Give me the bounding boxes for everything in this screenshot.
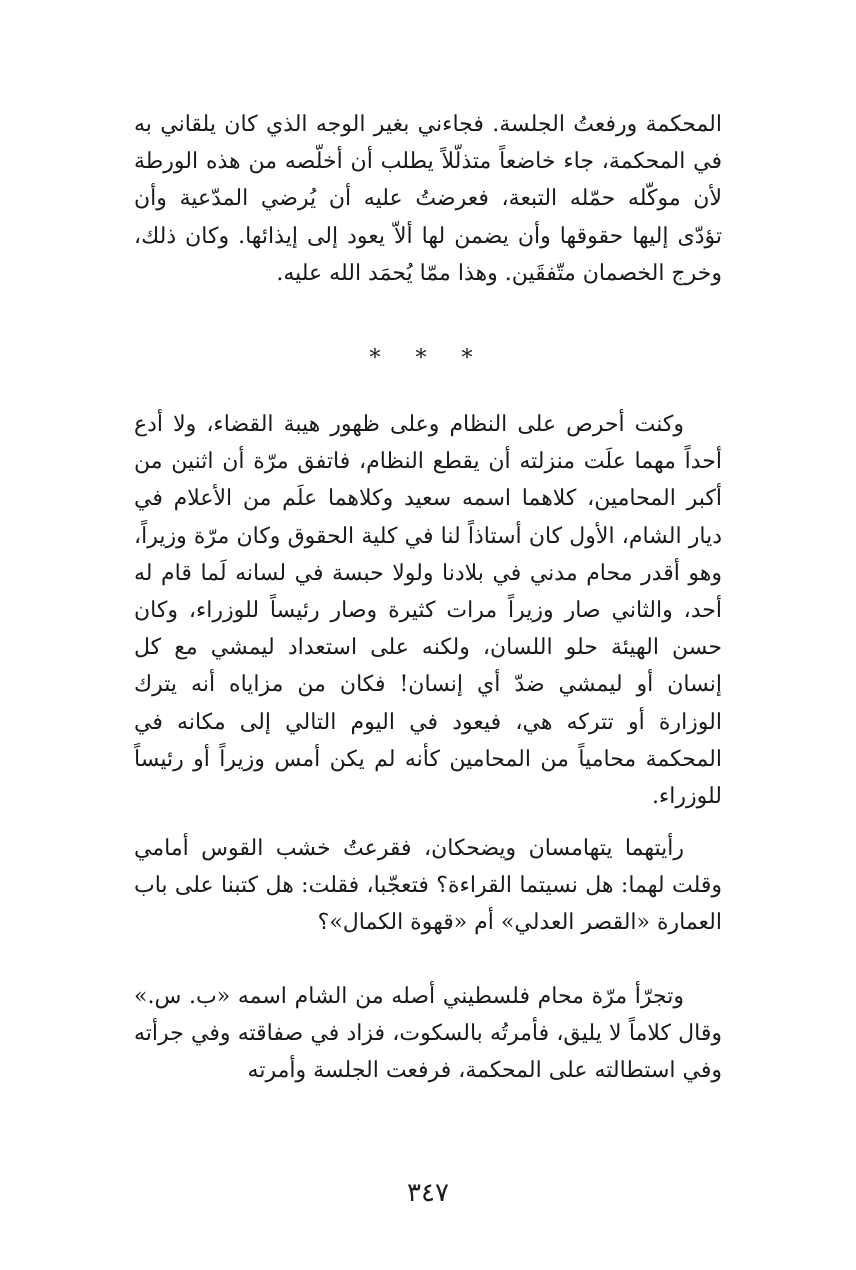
- paragraph-1: المحكمة ورفعتُ الجلسة. فجاءني بغير الوجه الذي كان يلقاني به في المحكمة، جاء خاضعاً متذلّلاً يطلب أن أخلّصه من هذه الورطة لأن موكّله حمّله التبعة، فعرضتُ عليه أن يُرضي المدّعية وأن تؤدّى إليها حقوقها وأن يضمن لها ألاّ يعود إلى إيذائها. وكان ذلك، وخرج الخصمان متّفقَين. وهذا ممّا يُحمَد الله عليه.: [134, 112, 722, 286]
- paragraph-4: وتجرّأ مرّة محام فلسطيني أصله من الشام اسمه «ب. س.» وقال كلاماً لا يليق، فأمرتُه بالسكوت، فزاد في صفاقته وفي جرأته وفي استطالته على المحكمة، فرفعت الجلسة وأمرته: [134, 984, 722, 1084]
- paragraph-3: رأيتهما يتهامسان ويضحكان، فقرعتُ خشب القوس أمامي وقلت لهما: هل نسيتما القراءة؟ فتعجّبا، فقلت: هل كتبنا على باب العمارة «القصر العدلي» أم «قهوة الكمال»؟: [134, 836, 722, 936]
- paragraph-2: وكنت أحرص على النظام وعلى ظهور هيبة القضاء، ولا أدع أحداً مهما علَت منزلته أن يقطع النظام، فاتفق مرّة أن اثنين من أكبر المحامين، كلاهما اسمه سعيد وكلاهما علَم من الأعلام في ديار الشام، الأول كان أستاذاً لنا في كلية الحقوق وكان مرّة وزيراً، وهو أقدر محام مدني في بلادنا ولولا حبسة في لسانه لَما قام له أحد، والثاني صار وزيراً مرات كثيرة وصار رئيساً للوزراء، وكان حسن الهيئة حلو اللسان، ولكنه على استعداد ليمشي مع كل إنسان أو ليمشي ضدّ أي إنسان! فكان من مزاياه أنه يترك الوزارة أو تتركه هي، فيعود في اليوم التالي إلى مكانه في المحكمة محامياً من المحامين كأنه لم يكن أمس وزيراً أو رئيساً للوزراء.: [134, 412, 722, 810]
- section-separator: * * *: [369, 346, 487, 371]
- page-number: ٣٤٧: [407, 1178, 449, 1208]
